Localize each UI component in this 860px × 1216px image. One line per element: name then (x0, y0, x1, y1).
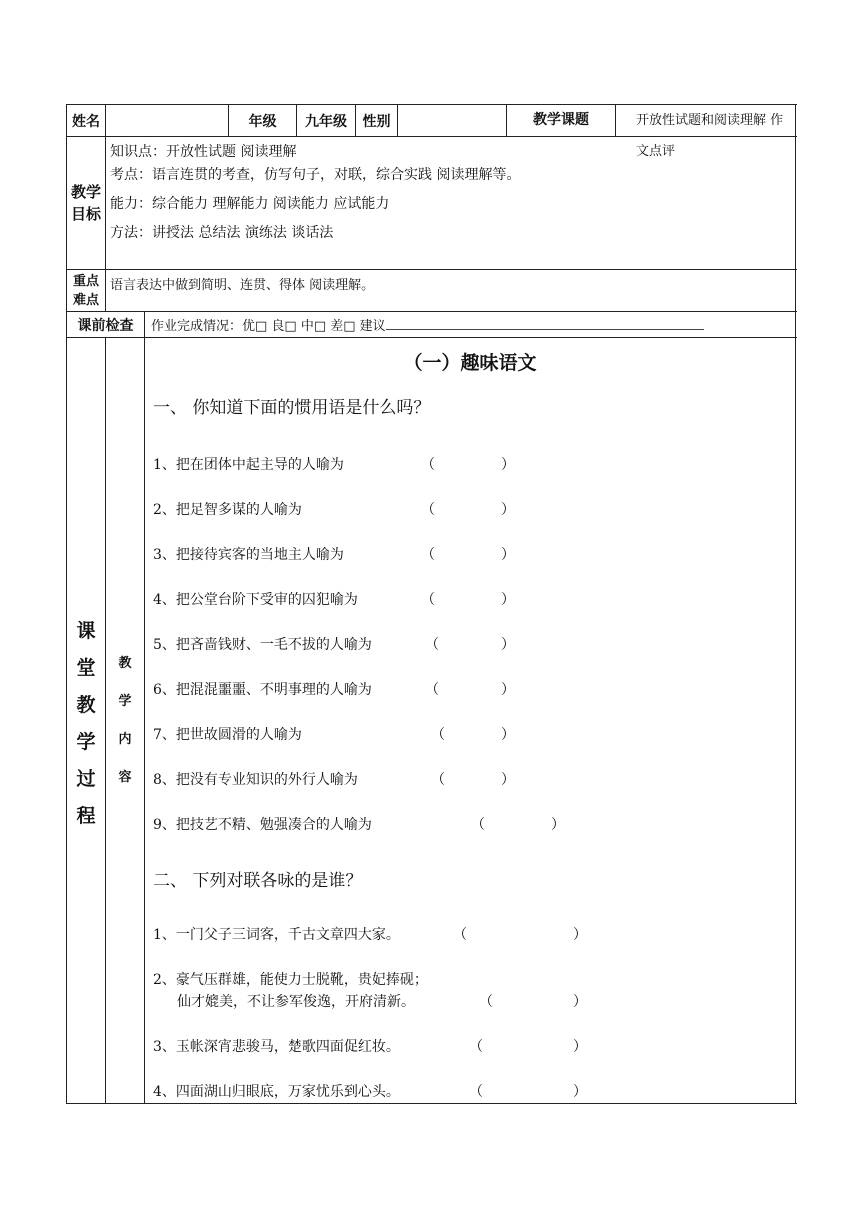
name-field[interactable] (106, 105, 229, 137)
key-points-row (67, 270, 796, 312)
precheck-row (67, 312, 796, 338)
answer-close: ） (501, 637, 515, 653)
answer-open: （ (431, 772, 445, 788)
answer-open: （ (469, 1039, 483, 1055)
process-content (145, 338, 796, 1104)
key-points-label: 重点难点 (67, 270, 106, 312)
answer-close: ） (501, 682, 515, 698)
suggestion-line[interactable] (386, 317, 704, 330)
answer-open: （ (471, 817, 485, 833)
content-char: 容 (118, 769, 132, 785)
content-char: 教 (118, 655, 132, 671)
topic-value: 开放性试题和阅读理解 作文点评 (636, 113, 784, 159)
idiom-item: 3、把接待宾客的当地主人喻为 （ ） (153, 544, 795, 566)
process-inner-label (106, 338, 145, 1104)
name-label: 姓名 (67, 105, 106, 137)
idiom-item: 2、把足智多谋的人喻为 （ ） (153, 499, 795, 521)
precheck-text: 作业完成情况：优□ 良□ 中□ 差□ 建议 (151, 319, 386, 334)
gender-field[interactable] (398, 105, 507, 137)
answer-open: （ (421, 547, 435, 563)
answer-close: ） (573, 927, 587, 943)
idiom-item: 4、把公堂台阶下受审的囚犯喻为 （ ） (153, 589, 795, 611)
process-outer-label (67, 338, 106, 1104)
gender-label: 性别 (356, 105, 398, 137)
answer-close: ） (551, 817, 565, 833)
lesson-plan-table (66, 104, 796, 1104)
answer-close: ） (501, 772, 515, 788)
idiom-item: 5、把吝啬钱财、一毛不拔的人喻为 （ ） (153, 634, 795, 656)
idiom-item: 7、把世故圆滑的人喻为 （ ） (153, 724, 795, 746)
answer-close: ） (501, 502, 515, 518)
section-title: （一）趣味语文 (403, 352, 537, 374)
idiom-item: 8、把没有专业知识的外行人喻为 （ ） (153, 769, 795, 791)
key-points-text: 语言表达中做到简明、连贯、得体 阅读理解。 (106, 270, 796, 312)
objective-line: 考点：语言连贯的考查，仿写句子，对联，综合实践 阅读理解等。 (110, 167, 521, 183)
process-char: 过 (76, 767, 96, 790)
objectives-label: 教学目标 (67, 137, 106, 270)
part2-title: 二、 下列对联各咏的是谁？ (153, 871, 363, 891)
answer-open: （ (479, 994, 493, 1010)
process-char: 教 (76, 693, 96, 716)
answer-open: （ (453, 927, 467, 943)
idiom-item: 6、把混混噩噩、不明事理的人喻为 （ ） (153, 679, 795, 701)
topic-cell (507, 105, 796, 159)
answer-open: （ (431, 727, 445, 743)
idiom-item: 1、把在团体中起主导的人喻为 （ ） (153, 454, 795, 476)
answer-open: （ (421, 592, 435, 608)
process-char: 课 (76, 619, 96, 642)
process-char: 程 (76, 804, 96, 827)
header-row (67, 105, 796, 137)
content-char: 学 (118, 693, 132, 709)
answer-open: （ (469, 1084, 483, 1100)
process-row (67, 338, 796, 1104)
answer-close: ） (573, 1084, 587, 1100)
answer-close: ） (501, 592, 515, 608)
objective-line: 能力：综合能力 理解能力 阅读能力 应试能力 (110, 196, 390, 212)
answer-open: （ (425, 682, 439, 698)
answer-open: （ (421, 502, 435, 518)
precheck-content (145, 312, 796, 338)
answer-close: ） (501, 547, 515, 563)
couplet-item: 4、四面湖山归眼底，万家忧乐到心头。 （ ） (153, 1081, 795, 1103)
couplet-item: 1、一门父子三词客，千古文章四大家。 （ ） (153, 924, 795, 946)
grade-value: 九年级 (297, 105, 356, 137)
couplet-item-continued: 仙才媲美，不让参军俊逸，开府清新。 （ ） (153, 991, 795, 1013)
answer-close: ） (501, 457, 515, 473)
objectives-row (67, 137, 796, 270)
content-char: 内 (118, 731, 132, 747)
topic-label: 教学课题 (507, 105, 616, 136)
objective-line: 知识点：开放性试题 阅读理解 (110, 144, 297, 160)
grade-label: 年级 (229, 105, 297, 137)
couplet-item: 3、玉帐深宵悲骏马，楚歌四面促红妆。 （ ） (153, 1036, 795, 1058)
process-char: 学 (76, 730, 96, 753)
answer-close: ） (573, 1039, 587, 1055)
part1-title: 一、 你知道下面的惯用语是什么吗？ (153, 398, 431, 418)
answer-close: ） (501, 727, 515, 743)
answer-open: （ (421, 457, 435, 473)
answer-close: ） (573, 994, 587, 1010)
idiom-item: 9、把技艺不精、勉强凑合的人喻为 （ ） (153, 814, 795, 836)
objective-line: 方法：讲授法 总结法 演练法 谈话法 (110, 225, 334, 241)
objectives-content (106, 137, 796, 270)
answer-open: （ (425, 637, 439, 653)
process-char: 堂 (76, 656, 96, 679)
couplet-item: 2、豪气压群雄，能使力士脱靴，贵妃捧砚； (153, 972, 428, 988)
precheck-label: 课前检查 (67, 312, 145, 338)
